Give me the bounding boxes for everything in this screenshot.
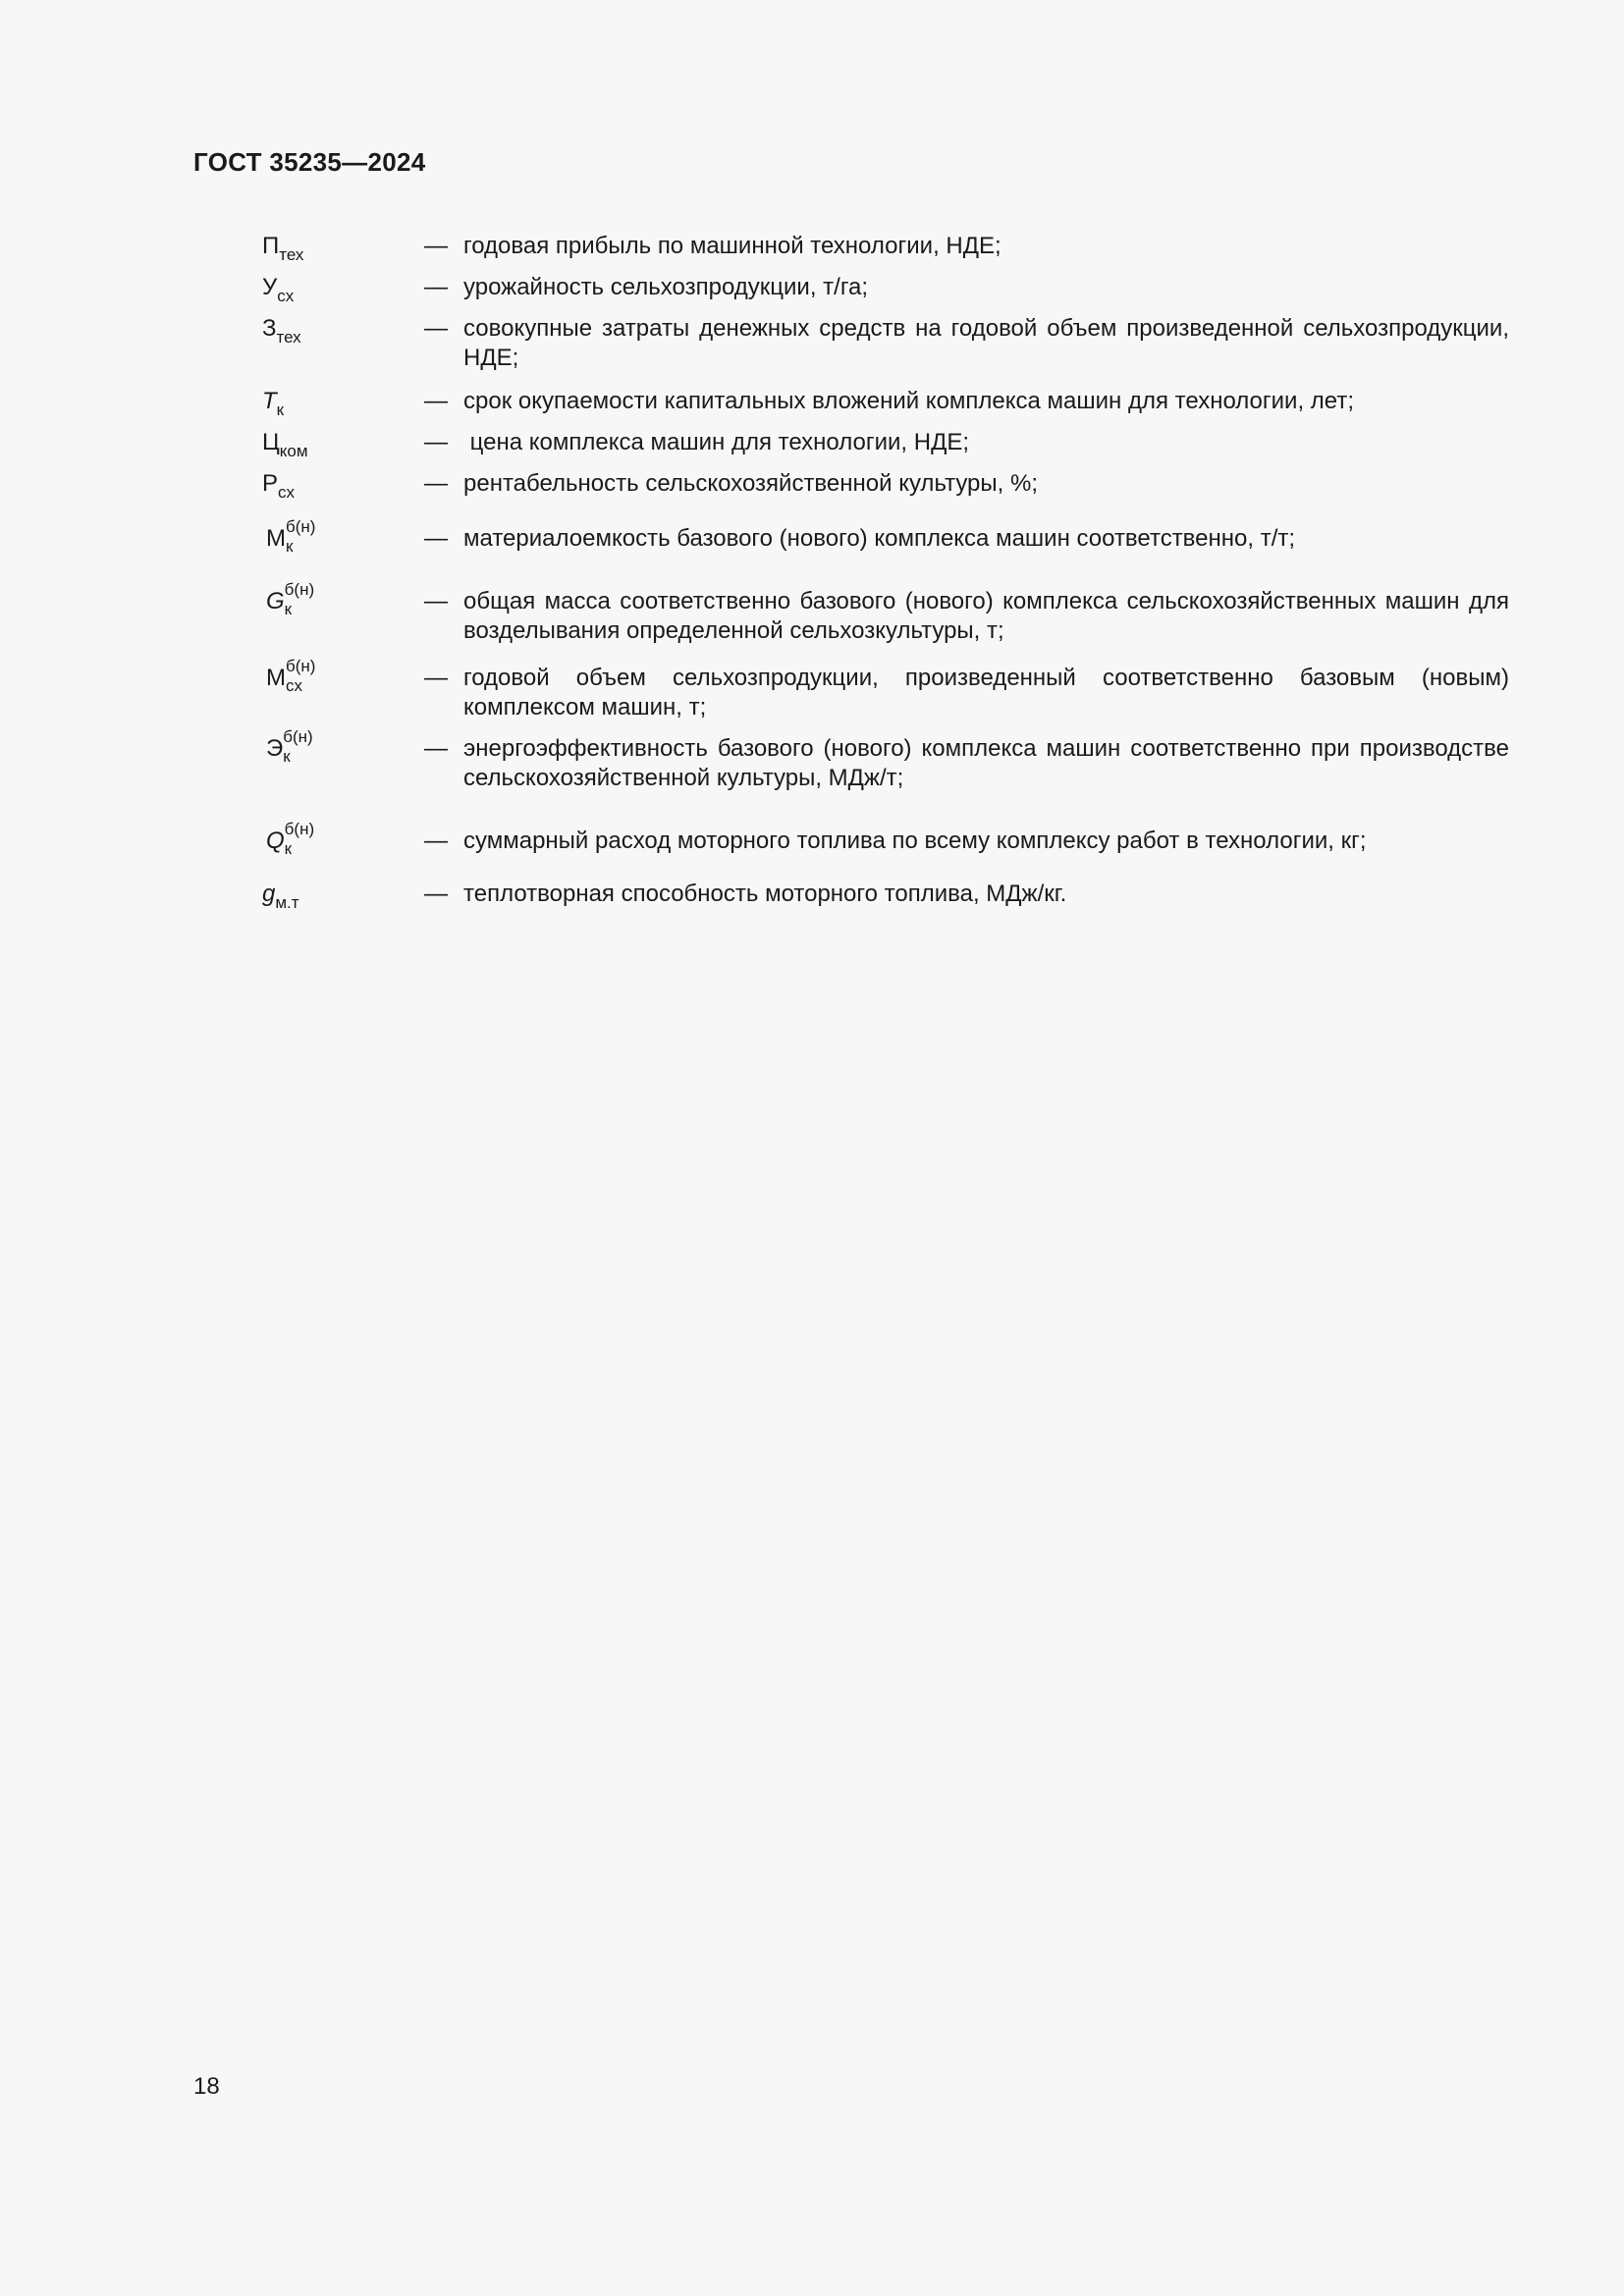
definition-text: годовая прибыль по машинной технологии, НДЕ; bbox=[463, 233, 1001, 259]
definition-symbol: $g_{м.т}$ bbox=[262, 881, 299, 912]
definition-symbol: М б(н) сх bbox=[266, 657, 316, 695]
document-header: ГОСТ 35235—2024 bbox=[193, 147, 426, 177]
definition-text: рентабельность сельскохозяйственной культуры, %; bbox=[463, 470, 1038, 497]
definition-symbol: $З_{тех}$ bbox=[262, 315, 301, 347]
definition-text: годовой объем сельхозпродукции, произведенный соответственно базовым (новым) комплексом машин, т; bbox=[463, 665, 1509, 721]
definition-dash: — bbox=[424, 828, 448, 854]
definition-dash: — bbox=[424, 588, 448, 614]
definition-symbol: G б(н) к bbox=[266, 580, 315, 618]
definition-symbol: $Р_{сх}$ bbox=[262, 470, 296, 502]
definition-text: энергоэффективность базового (нового) комплекса машин соответственно при производстве сельскохозяйственной культуры, МДж/т; bbox=[463, 735, 1509, 791]
definition-text: суммарный расход моторного топлива по всему комплексу работ в технологии, кг; bbox=[463, 828, 1367, 854]
definition-row bbox=[193, 428, 1509, 460]
definition-row bbox=[193, 517, 1509, 556]
definition-row bbox=[193, 273, 1509, 305]
page-number: 18 bbox=[193, 2073, 220, 2100]
definition-dash: — bbox=[424, 388, 448, 414]
definition-symbol: Э б(н) к bbox=[266, 727, 313, 766]
definition-row bbox=[193, 820, 1509, 858]
definition-text: общая масса соответственно базового (нового) комплекса сельскохозяйственных машин для возделывания определенной сельхозкультуры, т; bbox=[463, 588, 1509, 644]
definition-symbol: $П_{тех}$ bbox=[262, 233, 304, 264]
definition-text: срок окупаемости капитальных вложений комплекса машин для технологии, лет; bbox=[463, 388, 1355, 414]
definition-dash: — bbox=[424, 315, 448, 342]
definition-row bbox=[193, 657, 1509, 722]
definition-row bbox=[193, 580, 1509, 646]
definition-row bbox=[193, 232, 1509, 264]
definition-dash: — bbox=[424, 470, 448, 497]
definition-text: урожайность сельхозпродукции, т/га; bbox=[463, 274, 869, 300]
definition-symbol: $Ц_{ком}$ bbox=[262, 429, 308, 460]
definition-row bbox=[193, 469, 1509, 502]
definition-row bbox=[193, 880, 1509, 912]
definition-dash: — bbox=[424, 881, 448, 907]
definitions-list bbox=[193, 232, 1509, 912]
definition-text: цена комплекса машин для технологии, НДЕ; bbox=[463, 429, 970, 455]
definition-dash: — bbox=[424, 233, 448, 259]
definition-symbol: М б(н) к bbox=[266, 517, 316, 556]
definition-dash: — bbox=[424, 274, 448, 300]
definition-text: материалоемкость базового (нового) комплекса машин соответственно, т/т; bbox=[463, 525, 1296, 552]
definition-row bbox=[193, 314, 1509, 373]
definition-row bbox=[193, 387, 1509, 419]
definition-text: совокупные затраты денежных средств на годовой объем произведенной сельхозпродукции, НДЕ; bbox=[463, 315, 1509, 371]
definition-text: теплотворная способность моторного топлива, МДж/кг. bbox=[463, 881, 1067, 907]
definition-dash: — bbox=[424, 665, 448, 691]
definition-dash: — bbox=[424, 525, 448, 552]
definition-symbol: Q б(н) к bbox=[266, 820, 315, 858]
definition-dash: — bbox=[424, 429, 448, 455]
definition-dash: — bbox=[424, 735, 448, 762]
definition-symbol: $У_{сх}$ bbox=[262, 274, 295, 305]
definition-row bbox=[193, 727, 1509, 793]
definition-symbol: $T_к$ bbox=[262, 388, 285, 419]
